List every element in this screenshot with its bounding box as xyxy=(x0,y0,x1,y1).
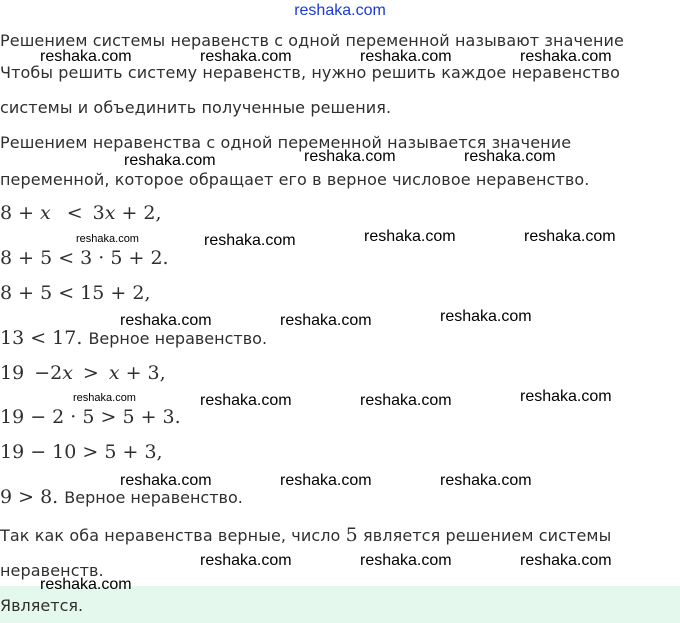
watermark: reshaka.com xyxy=(520,48,612,65)
watermark: reshaka.com xyxy=(40,576,132,593)
watermark: reshaka.com xyxy=(524,228,616,245)
watermark: reshaka.com xyxy=(120,312,212,329)
watermark: reshaka.com xyxy=(520,552,612,569)
definition-inequality-line1: Решением неравенства с одной переменной называется значение xyxy=(0,133,572,152)
watermark: reshaka.com xyxy=(120,472,212,489)
watermark: reshaka.com xyxy=(464,148,556,165)
math-line-4: 13 < 17. Верное неравенство. xyxy=(0,327,268,349)
watermark: reshaka.com xyxy=(440,308,532,325)
math-line-3: 8 + 5 < 15 + 2, xyxy=(0,282,151,304)
math-line-1: 8 + x < 3x + 2, xyxy=(0,202,162,224)
watermark: reshaka.com xyxy=(360,48,452,65)
watermark: reshaka.com xyxy=(280,312,372,329)
math-line-2: 8 + 5 < 3 · 5 + 2. xyxy=(0,247,169,269)
site-header-link[interactable]: reshaka.com xyxy=(294,2,386,19)
watermark: reshaka.com xyxy=(73,392,136,404)
watermark: reshaka.com xyxy=(76,233,139,245)
watermark: reshaka.com xyxy=(200,552,292,569)
watermark: reshaka.com xyxy=(304,148,396,165)
math-line-6: 19 − 2 · 5 > 5 + 3. xyxy=(0,406,181,428)
math-line-7: 19 − 10 > 5 + 3, xyxy=(0,441,163,463)
watermark: reshaka.com xyxy=(360,552,452,569)
math-line-5: 19 −2x > x + 3, xyxy=(0,362,166,384)
watermark: reshaka.com xyxy=(200,48,292,65)
conclusion-line1: Так как оба неравенства верные, число 5 является решением системы xyxy=(0,524,612,546)
watermark: reshaka.com xyxy=(200,392,292,409)
watermark: reshaka.com xyxy=(280,472,372,489)
definition-inequality-line2: переменной, которое обращает его в верное числовое неравенство. xyxy=(0,170,590,189)
watermark: reshaka.com xyxy=(204,232,296,249)
watermark: reshaka.com xyxy=(364,228,456,245)
watermark: reshaka.com xyxy=(124,152,216,169)
method-text-line2: системы и объединить полученные решения. xyxy=(0,98,392,117)
watermark: reshaka.com xyxy=(520,388,612,405)
method-text-line1: Чтобы решить систему неравенств, нужно решить каждое неравенство xyxy=(0,63,620,82)
math-line-8: 9 > 8. Верное неравенство. xyxy=(0,486,243,508)
watermark: reshaka.com xyxy=(440,472,532,489)
watermark: reshaka.com xyxy=(40,48,132,65)
definition-system-text: Решением системы неравенств с одной переменной называют значение xyxy=(0,31,624,50)
conclusion-line2: неравенств. xyxy=(0,561,104,580)
watermark: reshaka.com xyxy=(360,392,452,409)
answer-text: Является. xyxy=(0,596,84,615)
